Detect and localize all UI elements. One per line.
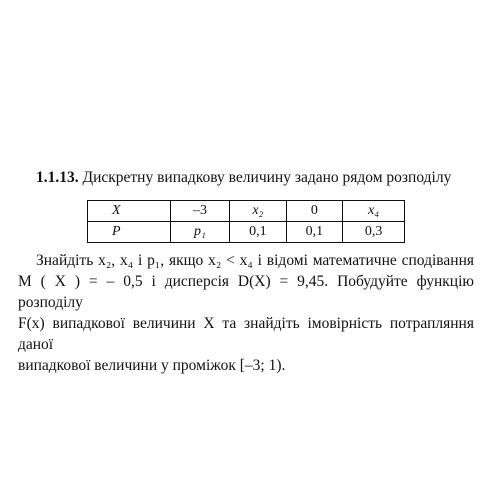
problem-number: 1.1.13. xyxy=(36,169,79,186)
table-cell: 0 xyxy=(286,201,343,222)
table-cell: 0,1 xyxy=(230,222,287,243)
task-line-3: F(x) випадкової величини X та знайдіть імовірність потрапляння даної xyxy=(18,315,474,353)
problem-heading xyxy=(36,168,476,188)
row-label-x: X xyxy=(88,201,171,222)
task-line-4: випадкової величини у проміжок [–3; 1). xyxy=(18,357,286,374)
row-label-p: P xyxy=(88,222,171,243)
table-cell: 0,3 xyxy=(343,222,405,243)
distribution-table xyxy=(87,200,405,243)
task-paragraph xyxy=(18,250,474,376)
table-cell: –3 xyxy=(170,201,229,222)
table-row-x xyxy=(88,201,405,222)
table-row-p xyxy=(88,222,405,243)
table-cell: x₂ xyxy=(230,201,287,222)
table-cell: x₄ xyxy=(343,201,405,222)
problem-statement: Дискретну випадкову величину задано рядом розподілу xyxy=(82,169,452,186)
table-cell: p₁ xyxy=(170,222,229,243)
task-line-1: Знайдіть x₂, x₄ і p₁, якщо x₂ < x₄ і відомі математичне сподівання xyxy=(36,252,474,269)
table-cell: 0,1 xyxy=(286,222,343,243)
task-line-2: M ( X ) = – 0,5 і дисперсія D(X) = 9,45. Побудуйте функцію розподілу xyxy=(18,273,474,311)
